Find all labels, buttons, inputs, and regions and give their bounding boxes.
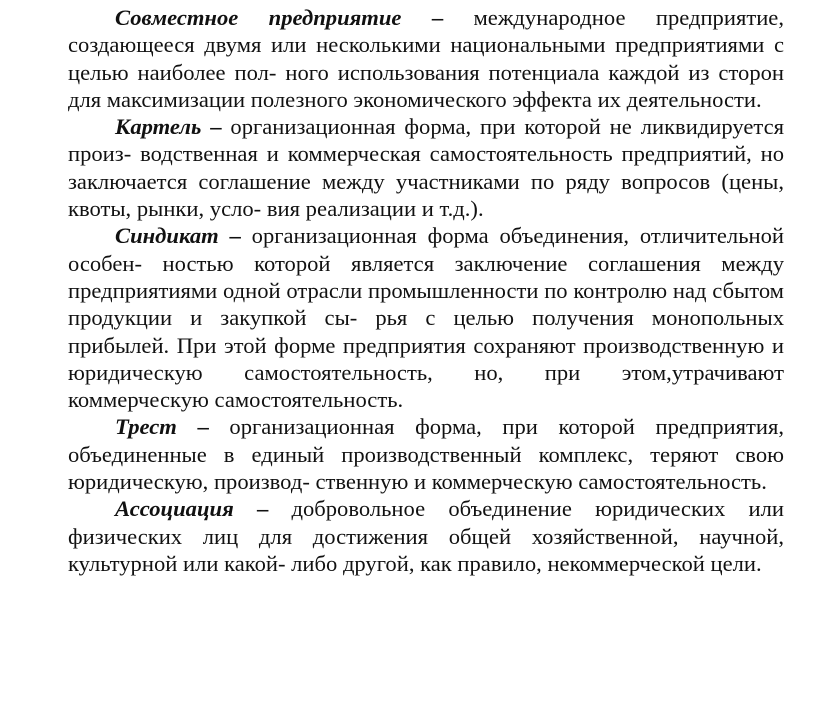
definition-dash: – [229,223,241,249]
paragraph-trust [68,413,784,495]
definition-text: международное предприятие, создающееся двумя или несколькими национальными предприятиями с целью наиболее пол- ного использования потенциала каждой из сторон для максимизации полезного экономического эффекта их деятельности. [68,5,784,112]
definition-text: организационная форма, при которой предприятия, объединенные в единый производственный комплекс, теряют свою юридическую, производ- ственную и коммерческую самостоятельность. [68,414,784,495]
paragraph-joint-venture [68,4,784,113]
paragraph-association [68,495,784,577]
definition-text: добровольное объединение юридических или физических лиц для достижения общей хозяйственной, научной, культурной или какой- либо другой, как правило, некоммерческой цели. [68,496,784,576]
definition-dash: – [256,496,269,522]
term-syndicate: Синдикат [115,223,219,249]
term-cartel: Картель [115,114,202,140]
term-trust: Трест [115,414,177,440]
definition-text: организационная форма объединения, отличительной особен- ностью которой является заключение соглашения между предприятиями одной отрасли промышленности по контролю над сбытом продукции и закупкой сы- рья с целью получения монопольных прибылей. При этой форме предприятия сохраняют производственную и юридическую самостоятельность, но, при этом,утрачивают коммерческую самостоятельность. [68,223,784,413]
definition-dash: – [197,414,209,440]
paragraph-syndicate [68,222,784,413]
document-body [68,4,784,577]
term-joint-venture: Совместное предприятие [115,5,402,30]
definition-dash: – [210,114,222,140]
definition-dash: – [431,5,444,30]
term-association: Ассоциация [115,496,234,522]
definition-text: организационная форма, при которой не ликвидируется произ- водственная и коммерческая самостоятельность предприятий, но заключается соглашение между участниками по ряду вопросов (цены, квоты, рынки, усло- вия реализации и т.д.). [68,114,784,222]
paragraph-cartel [68,113,784,222]
